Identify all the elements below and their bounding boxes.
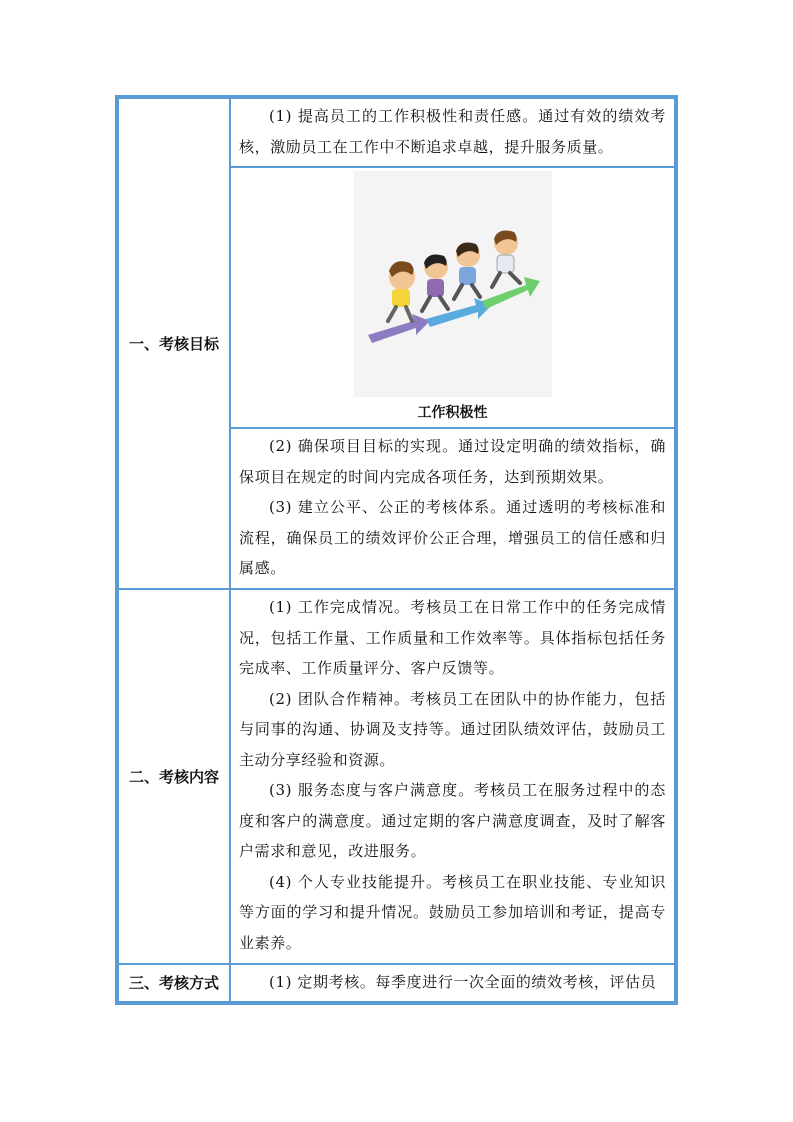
- method-paragraph-1: (1) 定期考核。每季度进行一次全面的绩效考核，评估员: [269, 972, 657, 991]
- method-label: 三、考核方式: [128, 974, 219, 993]
- goals-figure-cell: [230, 167, 675, 428]
- running-workers-illustration: [354, 171, 552, 397]
- goals-paragraph-3: (3) 建立公平、公正的考核体系。通过透明的考核标准和流程，确保员工的绩效评价公正合理，增强员工的信任感和归属感。: [239, 498, 666, 577]
- method-label-cell: [118, 964, 230, 1003]
- goals-label-cell: [118, 98, 230, 589]
- goals-para1-cell: [230, 98, 675, 167]
- method-cell: [230, 964, 675, 1003]
- goals-paragraph-1: (1) 提高员工的工作积极性和责任感。通过有效的绩效考核，激励员工在工作中不断追求卓越，提升服务质量。: [239, 107, 666, 156]
- assessment-table: [117, 97, 676, 1003]
- content-paragraph-3: (3) 服务态度与客户满意度。考核员工在服务过程中的态度和客户的满意度。通过定期的客户满意度调查，及时了解客户需求和意见，改进服务。: [239, 781, 666, 860]
- content-label: 二、考核内容: [128, 767, 219, 786]
- content-paragraph-4: (4) 个人专业技能提升。考核员工在职业技能、专业知识等方面的学习和提升情况。鼓励员工参加培训和考证，提高专业素养。: [239, 872, 666, 952]
- content-cell: [230, 589, 675, 964]
- goals-label: 一、考核目标: [128, 334, 219, 353]
- content-paragraph-1: (1) 工作完成情况。考核员工在日常工作中的任务完成情况，包括工作量、工作质量和工作效率等。具体指标包括任务完成率、工作质量评分、客户反馈等。: [239, 598, 666, 677]
- figure-caption: 工作积极性: [417, 404, 488, 421]
- content-label-cell: [118, 589, 230, 964]
- goals-para23-cell: [230, 428, 675, 589]
- goals-paragraph-2: (2) 确保项目目标的实现。通过设定明确的绩效指标，确保项目在规定的时间内完成各项任务，达到预期效果。: [239, 437, 666, 486]
- content-paragraph-2: (2) 团队合作精神。考核员工在团队中的协作能力，包括与同事的沟通、协调及支持等。通过团队绩效评估，鼓励员工主动分享经验和资源。: [239, 689, 666, 769]
